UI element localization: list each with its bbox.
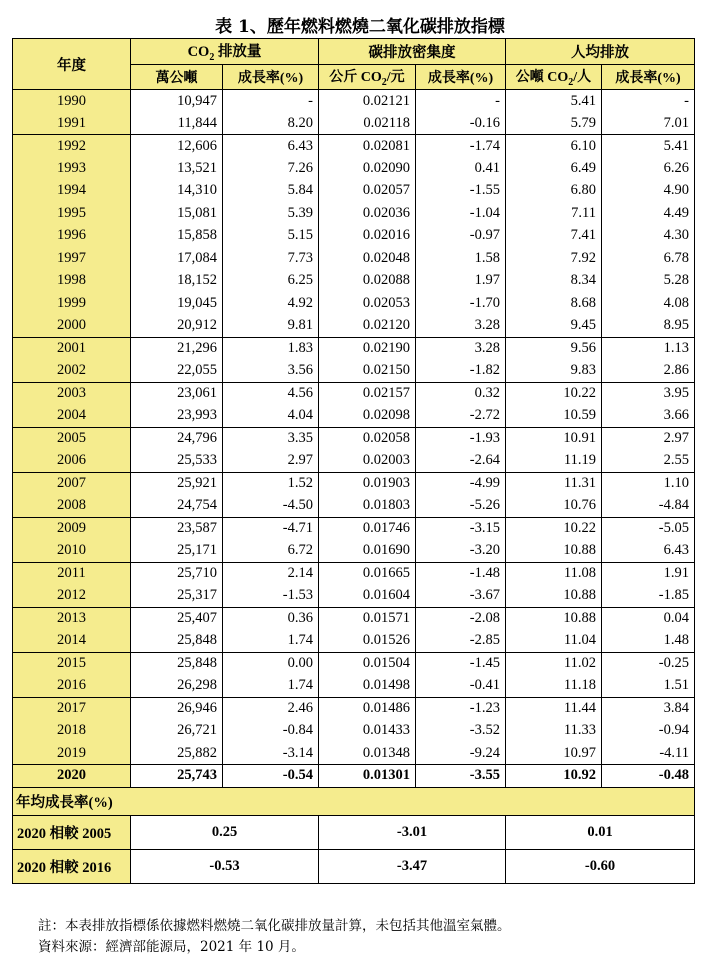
row-year: 2015 [13, 652, 131, 675]
row-per-capita: 10.92 [506, 765, 602, 788]
row-per-capita: 8.68 [506, 292, 602, 315]
comparison-co2: 0.25 [131, 815, 319, 849]
row-intensity: 0.02081 [319, 135, 416, 158]
row-intensity-growth: -3.55 [416, 765, 506, 788]
row-year: 1996 [13, 225, 131, 248]
row-co2-emissions: 25,317 [131, 585, 223, 608]
row-intensity-growth: -1.45 [416, 652, 506, 675]
row-co2-growth: -3.14 [223, 742, 319, 765]
row-intensity-growth: -3.67 [416, 585, 506, 608]
row-intensity-growth: 1.58 [416, 247, 506, 270]
row-co2-growth: - [223, 90, 319, 113]
table-row [13, 112, 695, 135]
row-per-capita: 6.80 [506, 180, 602, 203]
row-per-capita-growth: -0.94 [602, 720, 695, 743]
header-unit-kg-per-ntd: 公斤 $CO_2/$元 [319, 65, 416, 90]
row-co2-growth: -1.53 [223, 585, 319, 608]
row-per-capita: 11.18 [506, 675, 602, 698]
footnotes [38, 916, 511, 958]
row-intensity-growth: -1.48 [416, 562, 506, 585]
row-co2-growth: 2.97 [223, 450, 319, 473]
row-year: 1993 [13, 157, 131, 180]
comparison-label: 2020 相較 2005 [13, 815, 131, 849]
comparison-intensity: -3.01 [319, 815, 506, 849]
comparison-per-capita: -0.60 [506, 849, 695, 883]
row-per-capita-growth: 4.49 [602, 202, 695, 225]
table-row [13, 742, 695, 765]
row-per-capita-growth: 1.91 [602, 562, 695, 585]
row-per-capita: 10.22 [506, 517, 602, 540]
row-per-capita: 11.33 [506, 720, 602, 743]
row-year: 2017 [13, 697, 131, 720]
table-row [13, 697, 695, 720]
row-intensity-growth: -1.70 [416, 292, 506, 315]
row-per-capita: 7.41 [506, 225, 602, 248]
row-per-capita-growth: 6.43 [602, 540, 695, 563]
row-co2-emissions: 24,796 [131, 427, 223, 450]
row-year: 2002 [13, 360, 131, 383]
row-intensity: 0.01903 [319, 472, 416, 495]
row-intensity-growth: -1.55 [416, 180, 506, 203]
source-note: 資料來源：經濟部能源局，2021 年 10 月。 [38, 939, 305, 955]
row-year: 2010 [13, 540, 131, 563]
row-per-capita-growth: 1.13 [602, 337, 695, 360]
table-row [13, 562, 695, 585]
row-co2-growth: 6.43 [223, 135, 319, 158]
row-co2-emissions: 12,606 [131, 135, 223, 158]
row-intensity: 0.02057 [319, 180, 416, 203]
row-year: 1999 [13, 292, 131, 315]
comparison-intensity: -3.47 [319, 849, 506, 883]
row-co2-growth: 1.74 [223, 630, 319, 653]
row-intensity: 0.02121 [319, 90, 416, 113]
row-co2-growth: 6.72 [223, 540, 319, 563]
row-co2-emissions: 22,055 [131, 360, 223, 383]
table-row [13, 315, 695, 338]
header-growth-1: 成長率(%) [223, 65, 319, 90]
row-per-capita-growth: 3.66 [602, 405, 695, 428]
row-co2-emissions: 23,993 [131, 405, 223, 428]
row-co2-growth: 0.00 [223, 652, 319, 675]
row-co2-growth: 5.39 [223, 202, 319, 225]
row-year: 1992 [13, 135, 131, 158]
row-year: 1998 [13, 270, 131, 293]
row-year: 2009 [13, 517, 131, 540]
table-row [13, 247, 695, 270]
row-year: 2013 [13, 607, 131, 630]
row-co2-emissions: 24,754 [131, 495, 223, 518]
row-co2-growth: -4.50 [223, 495, 319, 518]
row-co2-emissions: 19,045 [131, 292, 223, 315]
row-per-capita: 9.56 [506, 337, 602, 360]
row-per-capita-growth: 2.55 [602, 450, 695, 473]
table-row [13, 360, 695, 383]
row-per-capita: 11.08 [506, 562, 602, 585]
row-co2-growth: 7.26 [223, 157, 319, 180]
row-per-capita: 11.44 [506, 697, 602, 720]
row-per-capita: 6.49 [506, 157, 602, 180]
header-per-capita: 人均排放 [506, 39, 695, 65]
row-intensity: 0.02190 [319, 337, 416, 360]
row-year: 2001 [13, 337, 131, 360]
row-intensity-growth: -0.41 [416, 675, 506, 698]
row-per-capita: 7.92 [506, 247, 602, 270]
row-co2-emissions: 14,310 [131, 180, 223, 203]
table-row [13, 427, 695, 450]
row-intensity: 0.01690 [319, 540, 416, 563]
table-row [13, 337, 695, 360]
row-per-capita: 10.22 [506, 382, 602, 405]
row-per-capita: 9.45 [506, 315, 602, 338]
row-intensity: 0.02016 [319, 225, 416, 248]
row-per-capita-growth: 3.95 [602, 382, 695, 405]
row-intensity: 0.01746 [319, 517, 416, 540]
table-row [13, 472, 695, 495]
row-co2-growth: 1.74 [223, 675, 319, 698]
row-intensity: 0.02120 [319, 315, 416, 338]
row-intensity: 0.02036 [319, 202, 416, 225]
row-intensity: 0.01301 [319, 765, 416, 788]
row-co2-emissions: 23,061 [131, 382, 223, 405]
row-per-capita: 6.10 [506, 135, 602, 158]
header-year: 年度 [13, 39, 131, 90]
row-intensity: 0.02157 [319, 382, 416, 405]
row-co2-emissions: 15,858 [131, 225, 223, 248]
row-co2-emissions: 11,844 [131, 112, 223, 135]
row-intensity-growth: -5.26 [416, 495, 506, 518]
row-intensity-growth: -2.64 [416, 450, 506, 473]
row-intensity-growth: -2.72 [416, 405, 506, 428]
row-year: 1995 [13, 202, 131, 225]
emissions-table [12, 38, 695, 884]
avg-growth-row [13, 787, 695, 815]
row-intensity-growth: -0.16 [416, 112, 506, 135]
table-row [13, 450, 695, 473]
row-per-capita-growth: 6.26 [602, 157, 695, 180]
header-co2-emissions: $CO_2$ 排放量 [131, 39, 319, 65]
row-intensity: 0.02003 [319, 450, 416, 473]
row-intensity-growth: 0.32 [416, 382, 506, 405]
row-per-capita-growth: - [602, 90, 695, 113]
comparison-per-capita: 0.01 [506, 815, 695, 849]
row-year: 2000 [13, 315, 131, 338]
row-per-capita: 10.88 [506, 585, 602, 608]
table-row [13, 405, 695, 428]
row-co2-growth: -0.84 [223, 720, 319, 743]
row-year: 2005 [13, 427, 131, 450]
row-co2-growth: 5.84 [223, 180, 319, 203]
table-row [13, 382, 695, 405]
row-co2-growth: 0.36 [223, 607, 319, 630]
row-per-capita: 10.88 [506, 607, 602, 630]
row-per-capita-growth: 3.84 [602, 697, 695, 720]
row-co2-emissions: 23,587 [131, 517, 223, 540]
row-year: 2014 [13, 630, 131, 653]
table-row [13, 157, 695, 180]
row-per-capita: 11.02 [506, 652, 602, 675]
row-per-capita-growth: -5.05 [602, 517, 695, 540]
row-co2-emissions: 26,298 [131, 675, 223, 698]
table-row [13, 202, 695, 225]
row-intensity: 0.01803 [319, 495, 416, 518]
row-per-capita: 11.04 [506, 630, 602, 653]
table-row [13, 517, 695, 540]
row-intensity-growth: 1.97 [416, 270, 506, 293]
row-co2-growth: 7.73 [223, 247, 319, 270]
table-row [13, 90, 695, 113]
row-per-capita: 5.41 [506, 90, 602, 113]
row-intensity: 0.02150 [319, 360, 416, 383]
row-intensity-growth: 0.41 [416, 157, 506, 180]
row-per-capita: 10.88 [506, 540, 602, 563]
comparison-row [13, 815, 695, 849]
header-unit-kt: 萬公噸 [131, 65, 223, 90]
row-year: 2004 [13, 405, 131, 428]
row-per-capita: 10.97 [506, 742, 602, 765]
table-row [13, 630, 695, 653]
row-co2-growth: 5.15 [223, 225, 319, 248]
table-row [13, 225, 695, 248]
row-intensity-growth: -0.97 [416, 225, 506, 248]
table-row [13, 652, 695, 675]
row-co2-growth: 6.25 [223, 270, 319, 293]
table-row [13, 495, 695, 518]
row-co2-emissions: 10,947 [131, 90, 223, 113]
row-co2-emissions: 20,912 [131, 315, 223, 338]
row-intensity: 0.02090 [319, 157, 416, 180]
row-intensity: 0.02098 [319, 405, 416, 428]
row-per-capita: 10.59 [506, 405, 602, 428]
row-year: 2003 [13, 382, 131, 405]
row-co2-emissions: 15,081 [131, 202, 223, 225]
row-per-capita: 8.34 [506, 270, 602, 293]
row-per-capita-growth: 4.08 [602, 292, 695, 315]
table-row [13, 180, 695, 203]
row-year: 2008 [13, 495, 131, 518]
row-co2-emissions: 25,848 [131, 652, 223, 675]
row-per-capita-growth: 1.51 [602, 675, 695, 698]
table-row [13, 720, 695, 743]
row-year: 1990 [13, 90, 131, 113]
row-co2-emissions: 21,296 [131, 337, 223, 360]
header-carbon-intensity: 碳排放密集度 [319, 39, 506, 65]
row-per-capita-growth: 5.41 [602, 135, 695, 158]
row-intensity: 0.02088 [319, 270, 416, 293]
row-per-capita-growth: -4.84 [602, 495, 695, 518]
row-co2-growth: 2.46 [223, 697, 319, 720]
row-per-capita: 11.19 [506, 450, 602, 473]
row-intensity-growth: - [416, 90, 506, 113]
row-co2-emissions: 13,521 [131, 157, 223, 180]
row-intensity: 0.01433 [319, 720, 416, 743]
row-per-capita-growth: 7.01 [602, 112, 695, 135]
row-co2-emissions: 26,721 [131, 720, 223, 743]
row-co2-growth: 4.56 [223, 382, 319, 405]
row-intensity-growth: -4.99 [416, 472, 506, 495]
row-year: 1994 [13, 180, 131, 203]
row-intensity-growth: -1.23 [416, 697, 506, 720]
row-intensity-growth: 3.28 [416, 315, 506, 338]
row-co2-emissions: 18,152 [131, 270, 223, 293]
row-co2-emissions: 25,882 [131, 742, 223, 765]
comparison-row [13, 849, 695, 883]
row-intensity: 0.01504 [319, 652, 416, 675]
row-co2-emissions: 17,084 [131, 247, 223, 270]
row-per-capita: 10.91 [506, 427, 602, 450]
row-per-capita-growth: 1.10 [602, 472, 695, 495]
row-per-capita-growth: 6.78 [602, 247, 695, 270]
table-row [13, 135, 695, 158]
row-per-capita: 10.76 [506, 495, 602, 518]
row-co2-growth: 4.92 [223, 292, 319, 315]
row-intensity-growth: 3.28 [416, 337, 506, 360]
footnote: 註：本表排放指標係依據燃料燃燒二氧化碳排放量計算，未包括其他溫室氣體。 [38, 918, 511, 934]
row-year: 1991 [13, 112, 131, 135]
header-growth-3: 成長率(%) [602, 65, 695, 90]
row-year: 2020 [13, 765, 131, 788]
row-year: 1997 [13, 247, 131, 270]
row-intensity-growth: -1.82 [416, 360, 506, 383]
row-co2-emissions: 26,946 [131, 697, 223, 720]
row-per-capita-growth: 2.97 [602, 427, 695, 450]
row-intensity-growth: -3.52 [416, 720, 506, 743]
row-intensity: 0.01604 [319, 585, 416, 608]
row-intensity-growth: -1.04 [416, 202, 506, 225]
row-year: 2016 [13, 675, 131, 698]
row-year: 2019 [13, 742, 131, 765]
row-intensity: 0.01348 [319, 742, 416, 765]
row-co2-growth: -4.71 [223, 517, 319, 540]
row-co2-growth: 4.04 [223, 405, 319, 428]
row-per-capita-growth: 2.86 [602, 360, 695, 383]
row-intensity-growth: -2.08 [416, 607, 506, 630]
row-per-capita-growth: -1.85 [602, 585, 695, 608]
row-intensity: 0.01486 [319, 697, 416, 720]
row-per-capita-growth: 0.04 [602, 607, 695, 630]
row-year: 2011 [13, 562, 131, 585]
row-intensity: 0.01526 [319, 630, 416, 653]
table-row [13, 607, 695, 630]
row-intensity: 0.01665 [319, 562, 416, 585]
row-co2-growth: 3.56 [223, 360, 319, 383]
row-co2-growth: 8.20 [223, 112, 319, 135]
table-row [13, 765, 695, 788]
row-intensity: 0.02053 [319, 292, 416, 315]
row-intensity-growth: -1.93 [416, 427, 506, 450]
table-row [13, 540, 695, 563]
row-per-capita: 9.83 [506, 360, 602, 383]
header-unit-t-per-person: 公噸 $CO_2/$人 [506, 65, 602, 90]
row-intensity: 0.01498 [319, 675, 416, 698]
row-per-capita: 7.11 [506, 202, 602, 225]
row-intensity: 0.02118 [319, 112, 416, 135]
row-per-capita-growth: 4.90 [602, 180, 695, 203]
row-intensity: 0.01571 [319, 607, 416, 630]
row-per-capita-growth: 5.28 [602, 270, 695, 293]
comparison-co2: -0.53 [131, 849, 319, 883]
row-co2-growth: 1.52 [223, 472, 319, 495]
table-row [13, 675, 695, 698]
row-intensity-growth: -3.15 [416, 517, 506, 540]
row-co2-emissions: 25,921 [131, 472, 223, 495]
row-co2-emissions: 25,533 [131, 450, 223, 473]
table-row [13, 270, 695, 293]
avg-growth-label: 年均成長率(%) [13, 787, 695, 815]
row-co2-growth: 3.35 [223, 427, 319, 450]
row-year: 2018 [13, 720, 131, 743]
row-per-capita-growth: -0.25 [602, 652, 695, 675]
row-co2-growth: 1.83 [223, 337, 319, 360]
row-co2-growth: 2.14 [223, 562, 319, 585]
row-intensity-growth: -9.24 [416, 742, 506, 765]
comparison-label: 2020 相較 2016 [13, 849, 131, 883]
row-co2-emissions: 25,743 [131, 765, 223, 788]
row-intensity-growth: -1.74 [416, 135, 506, 158]
row-per-capita-growth: -4.11 [602, 742, 695, 765]
row-co2-growth: -0.54 [223, 765, 319, 788]
row-intensity: 0.02058 [319, 427, 416, 450]
row-co2-emissions: 25,710 [131, 562, 223, 585]
row-per-capita: 5.79 [506, 112, 602, 135]
row-intensity-growth: -2.85 [416, 630, 506, 653]
row-co2-emissions: 25,407 [131, 607, 223, 630]
row-year: 2007 [13, 472, 131, 495]
row-intensity-growth: -3.20 [416, 540, 506, 563]
row-co2-emissions: 25,171 [131, 540, 223, 563]
row-co2-emissions: 25,848 [131, 630, 223, 653]
row-per-capita-growth: 1.48 [602, 630, 695, 653]
row-per-capita: 11.31 [506, 472, 602, 495]
table-title: 表 1、歷年燃料燃燒二氧化碳排放指標 [215, 17, 505, 37]
row-year: 2012 [13, 585, 131, 608]
table-row [13, 585, 695, 608]
row-year: 2006 [13, 450, 131, 473]
row-per-capita-growth: 4.30 [602, 225, 695, 248]
table-body [13, 90, 695, 788]
row-co2-growth: 9.81 [223, 315, 319, 338]
table-row [13, 292, 695, 315]
row-per-capita-growth: -0.48 [602, 765, 695, 788]
row-intensity: 0.02048 [319, 247, 416, 270]
header-growth-2: 成長率(%) [416, 65, 506, 90]
row-per-capita-growth: 8.95 [602, 315, 695, 338]
